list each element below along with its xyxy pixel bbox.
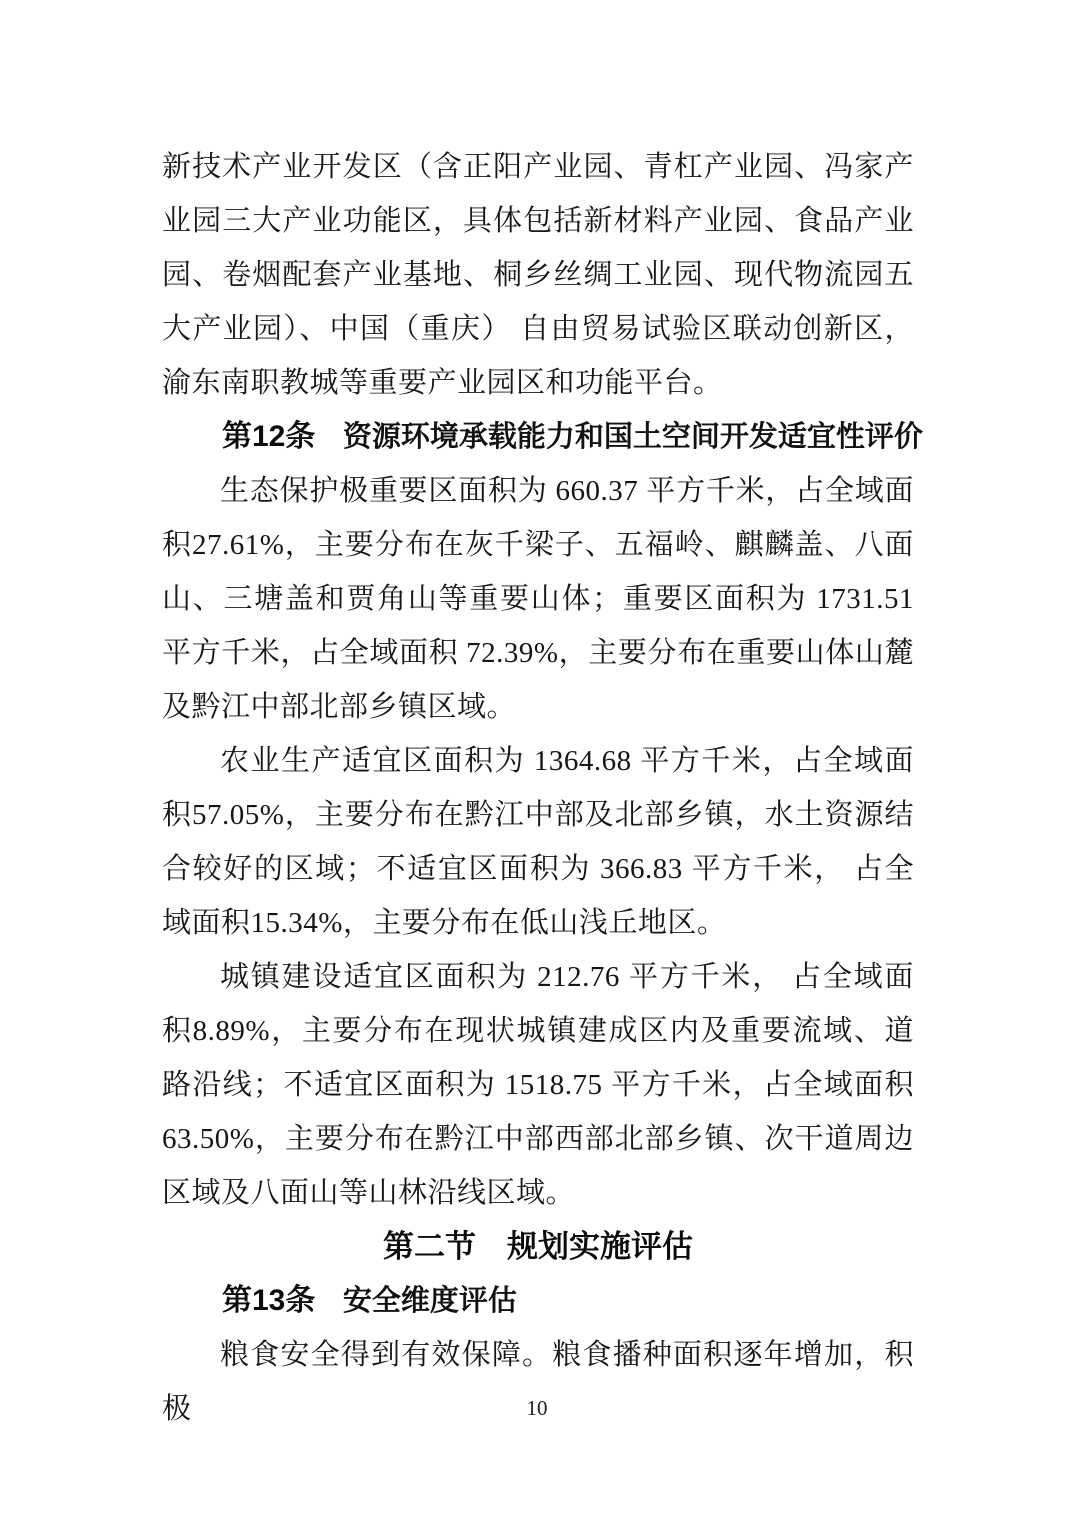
article-12-paragraph-agriculture: 农业生产适宜区面积为 1364.68 平方千米，占全域面积57.05%，主要分布在黔江中部及北部乡镇，水土资源结合较好的区域；不适宜区面积为 366.83 平方千米， 占全域面积15.34%，主要分布在低山浅丘地区。	[162, 745, 914, 939]
section-2-label: 第二节	[383, 1229, 476, 1264]
article-13-paragraph-food-security: 粮食安全得到有效保障。粮食播种面积逐年增加，积极	[162, 1339, 914, 1425]
article-12-paragraph-urban: 城镇建设适宜区面积为 212.76 平方千米， 占全域面积8.89%，主要分布在现状城镇建成区内及重要流域、道路沿线；不适宜区面积为 1518.75 平方千米，占全域面积63.50%，主要分布在黔江中部西部北部乡镇、次干道周边区域及八面山等山林沿线区域。	[162, 961, 914, 1209]
article-13-title: 安全维度评估	[342, 1285, 517, 1317]
article-12-title: 资源环境承载能力和国土空间开发适宜性评价	[342, 421, 923, 453]
continuation-paragraph: 新技术产业开发区（含正阳产业园、青杠产业园、冯家产业园三大产业功能区，具体包括新材料产业园、食品产业园、卷烟配套产业基地、桐乡丝绸工业园、现代物流园五大产业园）、中国（重庆） 自由贸易试验区联动创新区，渝东南职教城等重要产业园区和功能平台。	[162, 151, 914, 399]
article-13-heading	[162, 1274, 914, 1328]
article-13-label: 第13条	[222, 1284, 316, 1317]
page-footer	[0, 1396, 1074, 1421]
section-2-title: 规划实施评估	[507, 1229, 693, 1264]
page-number: 10	[526, 1396, 548, 1420]
article-12-label: 第12条	[222, 420, 316, 453]
article-12-paragraph-ecology: 生态保护极重要区面积为 660.37 平方千米，占全域面积27.61%，主要分布在灰千梁子、五福岭、麒麟盖、八面山、三塘盖和贾角山等重要山体；重要区面积为 1731.51 平方千米，占全域面积 72.39%，主要分布在重要山体山麓及黔江中部北部乡镇区域。	[162, 475, 914, 723]
section-2-heading	[162, 1220, 914, 1274]
article-12-heading	[162, 410, 923, 464]
page-content	[162, 140, 923, 1436]
